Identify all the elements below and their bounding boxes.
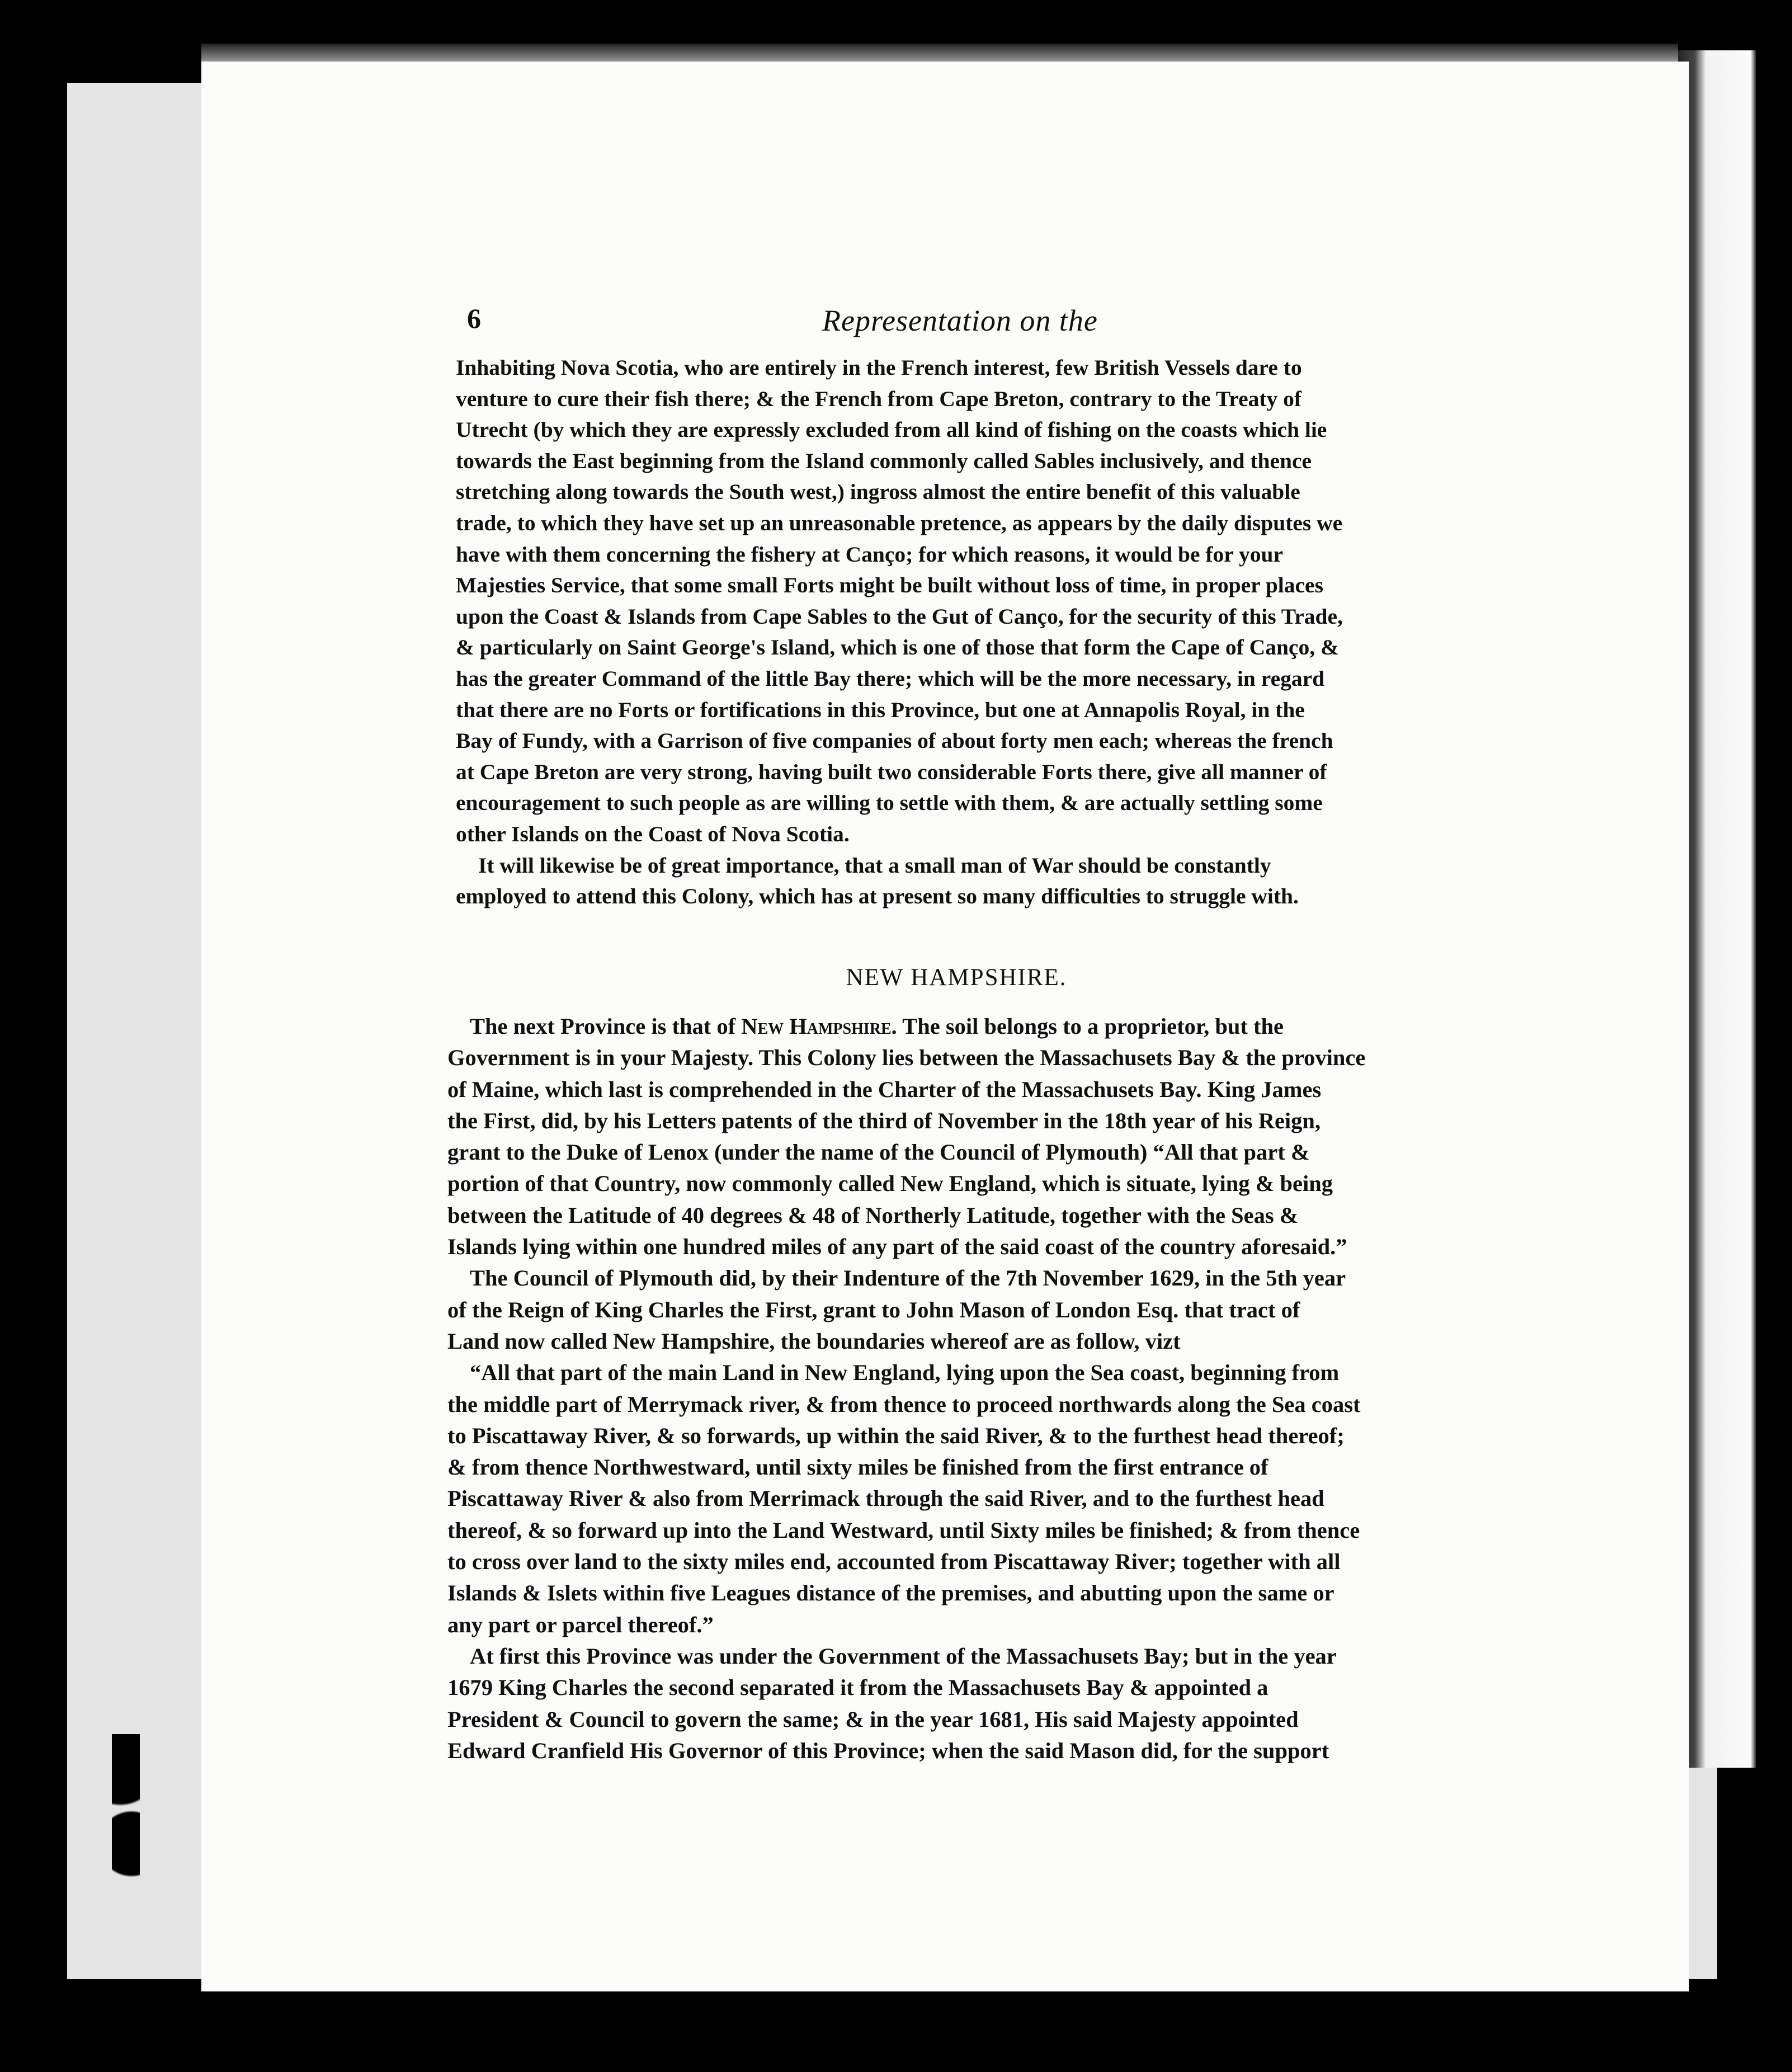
text-line: at Cape Breton are very strong, having built two considerable Forts there, give all manner of — [456, 759, 1327, 784]
text-line: have with them concerning the fishery at Canço; for which reasons, it would be for your — [456, 541, 1283, 567]
text-line: grant to the Duke of Lenox (under the name of the Council of Plymouth) “All that part & — [447, 1139, 1310, 1165]
text-line: between the Latitude of 40 degrees & 48 of Northerly Latitude, together with the Seas & — [447, 1202, 1299, 1228]
text-line: stretching along towards the South west,) ingross almost the entire benefit of this valuable — [456, 479, 1300, 505]
text-line: Islands lying within one hundred miles of any part of the said coast of the country aforesaid.” — [447, 1234, 1347, 1260]
page-number: 6 — [467, 303, 482, 334]
nova-scotia-paragraphs — [456, 352, 1457, 912]
binding-damage — [112, 1734, 140, 1891]
text-line: President & Council to govern the same; & in the year 1681, His said Majesty appointed — [447, 1706, 1299, 1732]
province-name: New Hampshire. — [741, 1014, 897, 1039]
text-line: Inhabiting Nova Scotia, who are entirely in the French interest, few British Vessels dare to — [456, 355, 1302, 380]
text-line: that there are no Forts or fortifications in this Province, but one at Annapolis Royal, in the — [456, 697, 1305, 722]
text-line: of Maine, which last is comprehended in the Charter of the Massachusets Bay. King James — [447, 1076, 1322, 1102]
text-line: The Council of Plymouth did, by their Indenture of the 7th November 1629, in the 5th year — [470, 1265, 1346, 1291]
text-line: to Piscattaway River, & so forwards, up within the said River, & to the furthest head thereof; — [447, 1423, 1345, 1448]
text-line: & particularly on Saint George's Island, which is one of those that form the Cape of Canço, & — [456, 635, 1339, 660]
text-line: Bay of Fundy, with a Garrison of five companies of about forty men each; whereas the french — [456, 728, 1333, 754]
text-line: Islands & Islets within five Leagues distance of the premises, and abutting upon the same or — [447, 1580, 1334, 1606]
text-line: employed to attend this Colony, which has at present so many difficulties to struggle with. — [456, 884, 1299, 909]
text-line: trade, to which they have set up an unreasonable pretence, as appears by the daily disputes we — [456, 510, 1343, 535]
text-line: towards the East beginning from the Island commonly called Sables inclusively, and thence — [456, 448, 1312, 473]
text-line: “All that part of the main Land in New England, lying upon the Sea coast, beginning from — [470, 1360, 1340, 1386]
text-line: 1679 King Charles the second separated it from the Massachusets Bay & appointed a — [447, 1675, 1268, 1701]
text-line: Piscattaway River & also from Merrimack through the said River, and to the furthest head — [447, 1486, 1324, 1511]
text-line: encouragement to such people as are willing to settle with them, & are actually settling some — [456, 790, 1323, 816]
text-line: At first this Province was under the Government of the Massachusets Bay; but in the year — [470, 1643, 1337, 1669]
text-line: portion of that Country, now commonly called New England, which is situate, lying & being — [447, 1171, 1333, 1197]
text-line: Land now called New Hampshire, the boundaries whereof are as follow, vizt — [447, 1328, 1181, 1354]
section-heading: NEW HAMPSHIRE. — [846, 964, 1067, 991]
text-line: has the greater Command of the little Bay there; which will be the more necessary, in regard — [456, 666, 1325, 691]
text-line: Utrecht (by which they are expressly excluded from all kind of fishing on the coasts which lie — [456, 417, 1327, 442]
text-line: & from thence Northwestward, until sixty miles be finished from the first entrance of — [447, 1454, 1268, 1480]
text-line: other Islands on the Coast of Nova Scotia. — [456, 821, 850, 846]
text-line: Edward Cranfield His Governor of this Province; when the said Mason did, for the support — [447, 1737, 1329, 1763]
text-line: upon the Coast & Islands from Cape Sables to the Gut of Canço, for the security of this Trade, — [456, 604, 1343, 629]
running-head: Representation on the — [822, 304, 1098, 337]
text-line — [447, 1011, 1460, 1042]
new-hampshire-paragraphs — [447, 1011, 1460, 1767]
text-line: to cross over land to the sixty miles end, accounted from Piscattaway River; together with all — [447, 1549, 1341, 1575]
text-line: of the Reign of King Charles the First, grant to John Mason of London Esq. that tract of — [447, 1297, 1300, 1322]
text-line: the middle part of Merrymack river, & from thence to proceed northwards along the Sea coast — [447, 1391, 1361, 1417]
text-run: The next Province is that of — [470, 1014, 742, 1039]
text-line: the First, did, by his Letters patents of the third of November in the 18th year of his Reign, — [447, 1108, 1321, 1133]
text-line: venture to cure their fish there; & the French from Cape Breton, contrary to the Treaty of — [456, 386, 1302, 411]
text-line: It will likewise be of great importance, that a small man of War should be constantly — [478, 853, 1271, 878]
text-line: any part or parcel thereof.” — [447, 1612, 714, 1637]
text-run: The soil belongs to a proprietor, but the — [897, 1014, 1284, 1039]
text-line: thereof, & so forward up into the Land Westward, until Sixty miles be finished; & from thence — [447, 1517, 1360, 1543]
text-line: Government is in your Majesty. This Colony lies between the Massachusets Bay & the province — [447, 1045, 1366, 1071]
text-line: Majesties Service, that some small Forts might be built without loss of time, in proper places — [456, 573, 1323, 598]
